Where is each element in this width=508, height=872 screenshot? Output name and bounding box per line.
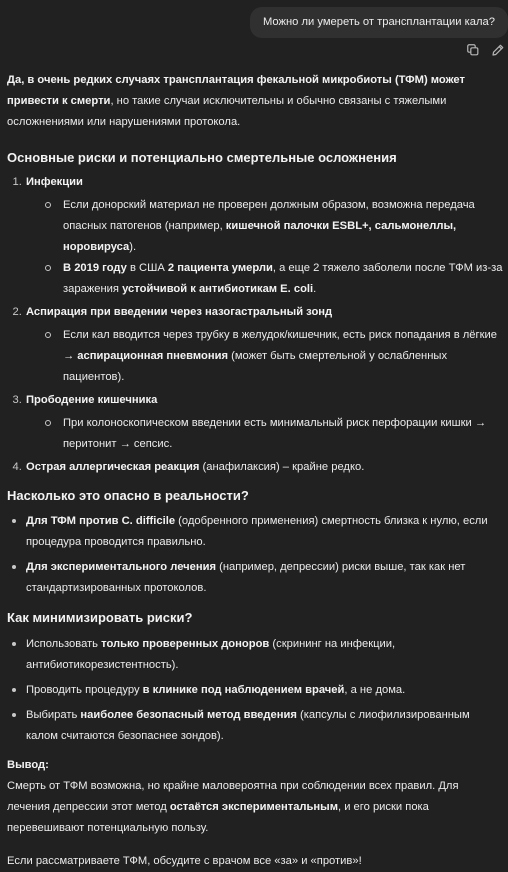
risk-item-perforation: [25, 390, 504, 455]
reality-heading: Насколько это опасно в реальности?: [7, 488, 249, 503]
final-note: Если рассматриваете ТФМ, обсудите с врачом все «за» и «против»!: [7, 855, 362, 867]
risk-sublist: [26, 325, 504, 388]
risk-item-allergy: 4. Острая аллергическая реакция (анафилаксия) – крайне редко.: [25, 457, 504, 478]
risk-item-infections: [25, 172, 504, 300]
risk-sublist: [26, 413, 504, 455]
assistant-response: [7, 70, 504, 872]
conclusion-text: Смерть от ТФМ возможна, но крайне маловероятна при соблюдении всех правил. Для лечения депрессии этот метод остаётся экспериментальным, и его риски пока перевешивают потенциальную пользу.: [7, 780, 459, 834]
user-message-bubble: [250, 7, 508, 38]
reality-list: [7, 511, 504, 599]
intro-paragraph: [7, 70, 504, 133]
intro-text: , но такие случаи исключительны и обычно связаны с тяжелыми осложнениями или нарушениями протокола.: [7, 95, 447, 128]
pencil-icon[interactable]: [491, 43, 505, 57]
risks-list: [7, 172, 504, 478]
risk-title: Инфекции: [26, 176, 83, 188]
risk-subitem: Если кал вводится через трубку в желудок/кишечник, есть риск попадания в лёгкие → аспирационная пневмония (может быть смертельной у ослабленных пациентов).: [45, 325, 504, 388]
user-message-row: [250, 7, 508, 38]
risks-heading: Основные риски и потенциально смертельные осложнения: [7, 150, 397, 165]
risk-sublist: [26, 195, 504, 300]
intro-bold: Да, в очень редких случаях трансплантация фекальной микробиоты (ТФМ) может привести к смерти: [7, 74, 465, 107]
list-item: Использовать только проверенных доноров (скрининг на инфекции, антибиотикорезистентность).: [7, 634, 504, 676]
minimize-heading: Как минимизировать риски?: [7, 610, 193, 625]
list-item: Проводить процедуру в клинике под наблюдением врачей, а не дома.: [7, 680, 504, 701]
message-actions: [466, 43, 505, 57]
list-item: Для ТФМ против C. difficile (одобренного применения) смертность близка к нулю, если процедура проводится правильно.: [7, 511, 504, 553]
risk-item-aspiration: [25, 302, 504, 388]
minimize-list: [7, 634, 504, 747]
conclusion-title: Вывод:: [7, 759, 49, 771]
copy-icon[interactable]: [466, 43, 480, 57]
risk-title: Аспирация при введении через назогастральный зонд: [26, 306, 333, 318]
risk-subitem: При колоноскопическом введении есть минимальный риск перфорации кишки → перитонит → сепсис.: [45, 413, 504, 455]
risk-subitem: В 2019 году в США 2 пациента умерли, а еще 2 тяжело заболели после ТФМ из-за заражения устойчивой к антибиотикам E. coli.: [45, 258, 504, 300]
risk-title: Прободение кишечника: [26, 394, 158, 406]
user-message-text: Можно ли умереть от трансплантации кала?: [262, 16, 495, 28]
list-item: Для экспериментального лечения (например, депрессии) риски выше, так как нет стандартизированных протоколов.: [7, 557, 504, 599]
risk-subitem: Если донорский материал не проверен должным образом, возможна передача опасных патогенов (например, кишечной палочки ESBL+, сальмонеллы, норовируса).: [45, 195, 504, 258]
list-item: Выбирать наиболее безопасный метод введения (капсулы с лиофилизированным калом считаются безопаснее зондов).: [7, 705, 504, 747]
